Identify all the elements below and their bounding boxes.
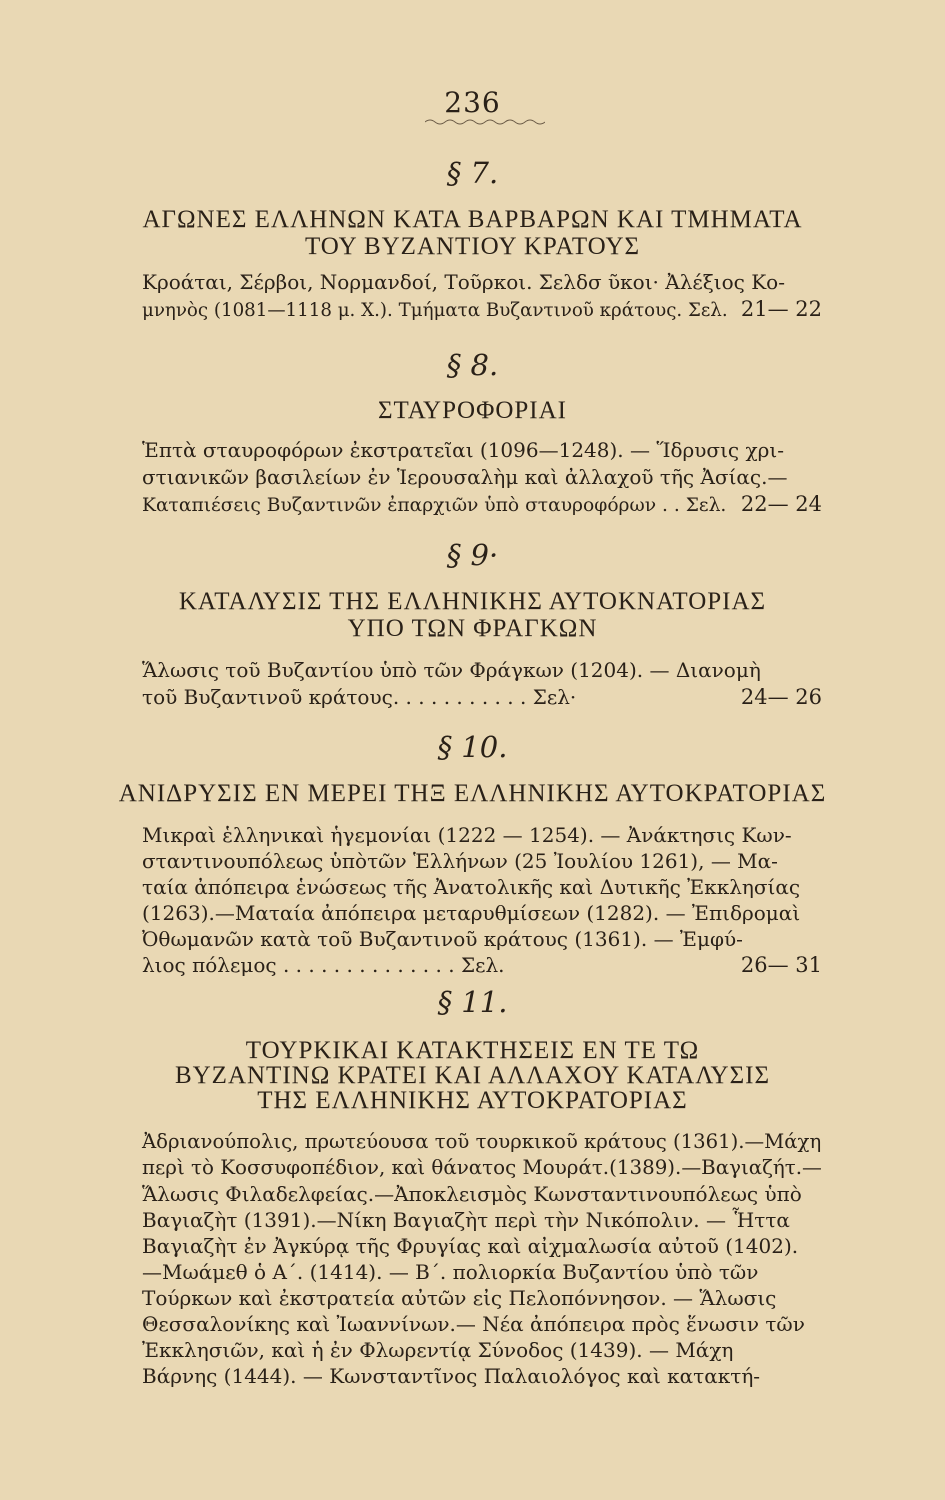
section-10-line5: Ὀθωμανῶν κατὰ τοῦ Βυζαντινοῦ κράτους (1361). — Ἐμφύ- xyxy=(142,927,743,951)
section-mark-8: § 8. xyxy=(446,348,499,382)
section-9-line1: Ἅλωσις τοῦ Βυζαντίου ὑπὸ τῶν Φράγκων (1204). — Διανομὴ xyxy=(142,658,761,682)
section-11-line8: Θεσσαλονίκης καὶ Ἰωαννίνων.— Νέα ἀπόπειρα πρὸς ἕνωσιν τῶν xyxy=(142,1312,805,1336)
section-11-line10: Βάρνης (1444). — Κωνσταντῖνος Παλαιολόγος καὶ κατακτή- xyxy=(142,1364,761,1388)
section-11-line1: Ἀδριανούπολις, πρωτεύουσα τοῦ τουρκικοῦ κράτους (1361).—Μάχη xyxy=(142,1130,822,1153)
section-10-line1: Μικραὶ ἑλληνικαὶ ἡγεμονίαι (1222 — 1254). — Ἀνάκτησις Κων- xyxy=(142,823,792,847)
section-8-pages: 22— 24 xyxy=(740,492,822,516)
section-heading-11-line1: ΤΟΥΡΚΙΚΑΙ ΚΑΤΑΚΤΗΣΕΙΣ ΕΝ ΤΕ ΤΩ xyxy=(245,1037,700,1064)
section-mark-11: § 11. xyxy=(437,985,508,1019)
section-heading-7-line2: ΤΟΥ ΒΥΖΑΝΤΙΟΥ ΚΡΑΤΟΥΣ xyxy=(304,233,641,260)
page-number: 236 xyxy=(444,86,501,119)
section-9-line2: τοῦ Βυζαντινοῦ κράτους. . . . . . . . . . . Σελ· 24— 26 xyxy=(142,685,822,709)
section-11-line6: —Μωάμεθ ὁ Α΄. (1414). — Β΄. πολιορκία Βυζαντίου ὑπὸ τῶν xyxy=(142,1260,759,1284)
section-heading-11-line2: ΒΥΖΑΝΤΙΝΩ ΚΡΑΤΕΙ ΚΑΙ ΑΛΛΑΧΟΥ ΚΑΤΑΛΥΣΙΣ xyxy=(174,1062,771,1089)
section-7-pages: 21— 22 xyxy=(740,297,822,321)
section-7-line2: μνηνὸς (1081—1118 μ. Χ.). Τμήματα Βυζαντινοῦ κράτους. Σελ. 21— 22 xyxy=(142,297,822,321)
section-10-pages: 26— 31 xyxy=(740,953,822,977)
section-11-line2: περὶ τὸ Κοσσυφοπέδιον, καὶ θάνατος Μουράτ.(1389).—Βαγιαζήτ.— xyxy=(142,1156,822,1179)
section-mark-7: § 7. xyxy=(446,156,499,190)
section-10-line6: λιος πόλεμος . . . . . . . . . . . . . . Σελ. 26— 31 xyxy=(142,953,822,977)
section-11-line5: Βαγιαζὴτ ἐν Ἀγκύρᾳ τῆς Φρυγίας καὶ αἰχμαλωσία αὐτοῦ (1402). xyxy=(142,1234,799,1258)
section-heading-10: ΑΝΙΔΡΥΣΙΣ ΕΝ ΜΕΡΕΙ ΤΗΞ ΕΛΛΗΝΙΚΗΣ ΑΥΤΟΚΡΑΤΟΡΙΑΣ xyxy=(118,780,827,807)
section-7-line1: Κροάται, Σέρβοι, Νορμανδοί, Τοῦρκοι. Σελδσ ῦκοι· Ἀλέξιος Κο- xyxy=(142,270,785,294)
section-9-pages: 24— 26 xyxy=(740,685,822,709)
section-11-line4: Βαγιαζὴτ (1391).—Νίκη Βαγιαζὴτ περὶ τὴν Νικόπολιν. — Ἧττα xyxy=(142,1208,790,1232)
section-11-line3: Ἅλωσις Φιλαδελφείας.—Ἀποκλεισμὸς Κωνσταντινουπόλεως ὑπὸ xyxy=(142,1182,802,1206)
section-11-line9: Ἐκκλησιῶν, καὶ ἡ ἐν Φλωρεντίᾳ Σύνοδος (1439). — Μάχη xyxy=(142,1338,734,1362)
section-heading-7-line1: ΑΓΩΝΕΣ ΕΛΛΗΝΩΝ ΚΑΤΑ ΒΑΡΒΑΡΩΝ ΚΑΙ ΤΜΗΜΑΤΑ xyxy=(142,206,803,233)
section-heading-9-line1: ΚΑΤΑΛΥΣΙΣ ΤΗΣ ΕΛΛΗΝΙΚΗΣ ΑΥΤΟΚΝΑΤΟΡΙΑΣ xyxy=(178,588,767,615)
section-mark-10: § 10. xyxy=(437,730,508,764)
section-8-line3: Καταπιέσεις Βυζαντινῶν ἐπαρχιῶν ὑπὸ σταυροφόρων . . Σελ. 22— 24 xyxy=(142,492,822,516)
section-heading-8: ΣΤΑΥΡΟΦΟΡΙΑΙ xyxy=(377,397,568,424)
section-8-line1: Ἑπτὰ σταυροφόρων ἐκστρατεῖαι (1096—1248). — Ἵδρυσις χρι- xyxy=(142,438,784,462)
section-8-line2: στιανικῶν βασιλείων ἐν Ἱερουσαλὴμ καὶ ἀλλαχοῦ τῆς Ἀσίας.— xyxy=(142,465,788,489)
section-10-line3: ταία ἀπόπειρα ἑνώσεως τῆς Ἀνατολικῆς καὶ Δυτικῆς Ἐκκλησίας xyxy=(142,875,801,899)
section-mark-9: § 9· xyxy=(446,538,499,572)
section-11-line7: Τούρκων καὶ ἐκστρατεία αὐτῶν εἰς Πελοπόννησον. — Ἅλωσις xyxy=(142,1286,777,1310)
section-10-line4: (1263).—Ματαία ἀπόπειρα μεταρυθμίσεων (1282). — Ἐπιδρομαὶ xyxy=(142,901,801,925)
section-heading-11-line3: ΤΗΣ ΕΛΛΗΝΙΚΗΣ ΑΥΤΟΚΡΑΤΟΡΙΑΣ xyxy=(257,1087,688,1114)
section-heading-9-line2: ΥΠΟ ΤΩΝ ΦΡΑΓΚΩΝ xyxy=(347,615,598,642)
section-10-line2: σταντινουπόλεως ὑπὸτῶν Ἑλλήνων (25 Ἰουλίου 1261), — Μα- xyxy=(142,849,778,873)
wavy-ornament xyxy=(425,118,545,126)
